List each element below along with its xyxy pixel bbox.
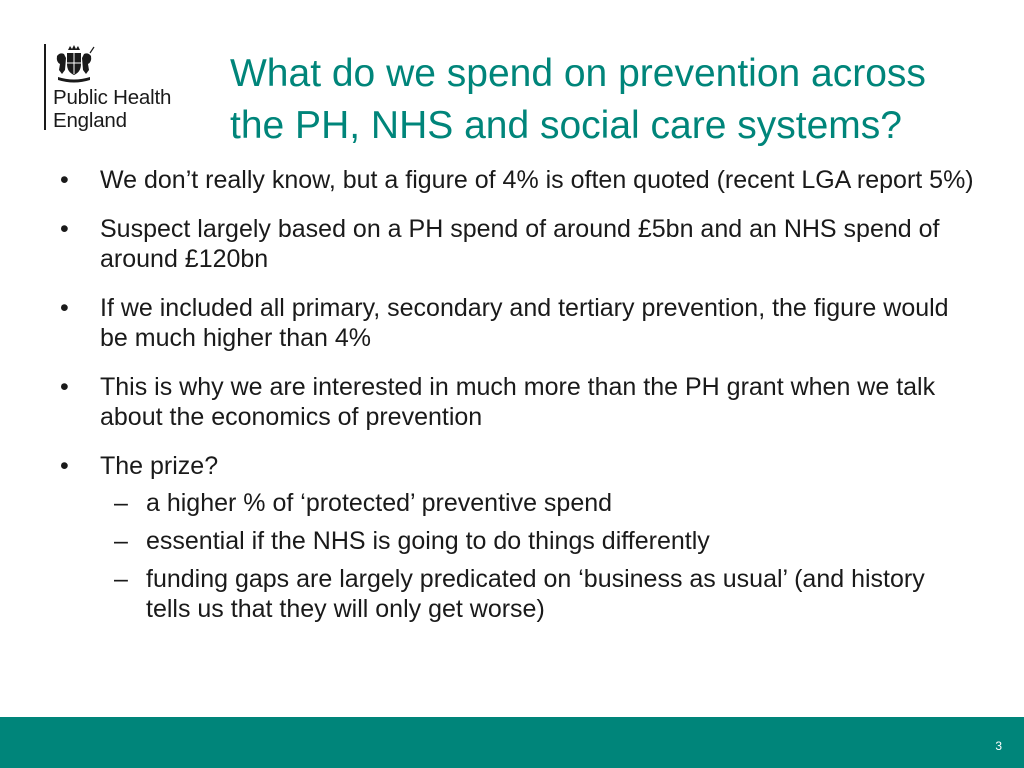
page-number: 3 [995,739,1002,753]
sub-bullet-dash: – [114,527,128,555]
logo-divider [44,44,46,130]
sub-bullet-dash: – [114,565,128,593]
bullet-item [56,451,976,481]
slide-title-line1: What do we spend on prevention across [230,52,926,95]
bullet-text: Suspect largely based on a PH spend of around £5bn and an NHS spend of around £120bn [100,215,940,273]
bullet-dot: • [60,294,69,322]
slide-body [56,165,976,632]
sub-bullet-item [56,488,976,518]
sub-bullet-dash: – [114,489,128,517]
slide-title-line2: the PH, NHS and social care systems? [230,104,902,147]
bullet-item [56,214,976,274]
bullet-dot: • [60,373,69,401]
org-name [53,86,203,132]
bullet-dot: • [60,166,69,194]
sub-bullet-text: essential if the NHS is going to do things differently [146,527,710,555]
org-name-line1: Public Health [53,86,172,109]
phe-logo [44,44,204,136]
slide-title [230,48,990,152]
bullet-item [56,293,976,353]
sub-bullet-item [56,526,976,556]
bullet-dot: • [60,452,69,480]
royal-coat-of-arms-icon [52,44,96,84]
footer-bar [0,717,1024,768]
bullet-text: We don’t really know, but a figure of 4% is often quoted (recent LGA report 5%) [100,166,974,194]
bullet-dot: • [60,215,69,243]
bullet-item [56,372,976,432]
org-name-line2: England [53,109,127,132]
bullet-item [56,165,976,195]
sub-bullet-text: a higher % of ‘protected’ preventive spend [146,489,613,517]
sub-bullet-item [56,564,976,624]
bullet-text: This is why we are interested in much more than the PH grant when we talk about the economics of prevention [100,373,936,431]
bullet-text: The prize? [100,452,219,480]
sub-bullet-text: funding gaps are largely predicated on ‘business as usual’ (and history tells us that they will only get worse) [146,565,925,623]
bullet-text: If we included all primary, secondary and tertiary prevention, the figure would be much higher than 4% [100,294,949,352]
sub-bullet-list [56,488,976,624]
